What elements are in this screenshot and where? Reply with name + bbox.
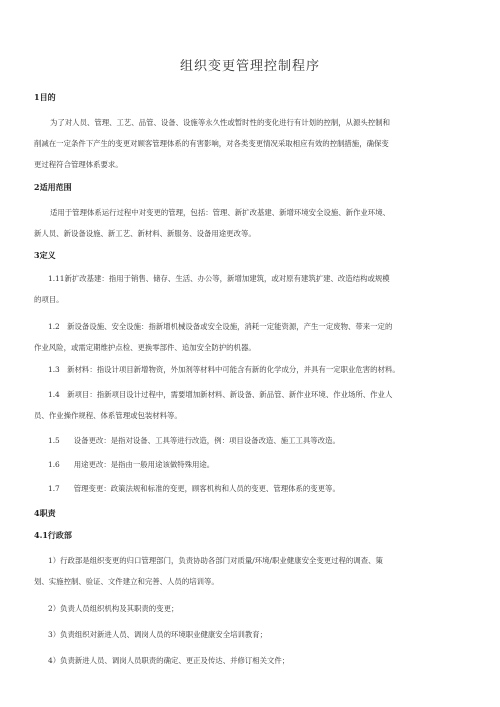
paragraph-line: 的项目。 [34, 295, 64, 304]
definition-1-1 [34, 268, 466, 310]
definition-text: 用途更改：是指由一般用途该做特殊用途。 [73, 460, 215, 469]
paragraph-line: 1）行政部是组织变更的归口管理部门，负责协助各部门对质量/环境/职业健康安全变更过程的调查、策 [48, 556, 383, 565]
paragraph-line: 削减在一定条件下产生的变更对顾客管理体系的有害影响，对各类变更情况采取相应有效的控制措施，确保变 [34, 139, 389, 148]
section-heading-definitions: 3定义 [34, 250, 56, 260]
responsibility-1 [34, 550, 466, 592]
responsibility-3 [34, 624, 466, 645]
paragraph-line: 划、实施控制、验证、文件建立和完善、人员的培训等。 [34, 577, 219, 586]
paragraph-line: 2）负责人员组织机构及其职责的变更； [48, 604, 179, 613]
section-purpose-body [34, 112, 466, 175]
section-heading-responsibilities: 4职责 [34, 508, 56, 518]
definition-1-5 [34, 430, 466, 451]
responsibility-4 [34, 650, 466, 671]
paragraph-line: 为了对人员、管理、工艺、品管、设备、设施等永久性或暂时性的变化进行有计划的控制，从源头控制和 [50, 118, 390, 127]
paragraph-line: 适用于管理体系运行过程中对变更的管理，包括：管理、新扩改基建、新增环境安全设施、新作业环境、 [50, 208, 390, 217]
subsection-heading-admin: 4.1行政部 [34, 530, 72, 540]
definition-1-6 [34, 454, 466, 475]
paragraph-line: 1.11新扩改基建：指用于销售、储存、生活、办公等，新增加建筑，或对原有建筑扩建、改造结构或规模 [48, 274, 390, 283]
paragraph-line: 新人员、新设备设施、新工艺、新材料、新服务、设备用途更改等。 [34, 229, 256, 238]
responsibility-2 [34, 598, 466, 619]
definition-1-4 [34, 384, 466, 426]
definition-1-3 [34, 359, 466, 380]
document-title: 组织变更管理控制程序 [179, 59, 320, 74]
definition-1-2 [34, 316, 466, 358]
paragraph-line: 4）负责新进人员、调岗人员职责的确定、更正及传达、并修订相关文件； [48, 656, 290, 665]
paragraph-line: 1.2 新设备设施、安全设施：指新增机械设备或安全设施，消耗一定能资源，产生一定废物、带来一定的 [48, 322, 393, 331]
paragraph-line: 作业风险，或需定期维护点检、更换零部件、追加安全防护的机器。 [34, 343, 256, 352]
paragraph-line: 员、作业操作规程、体系管理或包装材料等。 [34, 411, 182, 420]
paragraph-line: 更过程符合管理体系要求。 [34, 160, 123, 169]
paragraph-line: 1.4 新项目：指新项目设计过程中，需要增加新材料、新设备、新品管、新作业环境、作业场所、作业人 [48, 390, 393, 399]
definition-number: 1.6 [48, 460, 60, 469]
paragraph-line: 3）负责组织对新进人员、调岗人员的环境职业健康安全培训教育； [48, 630, 268, 639]
definition-1-7 [34, 478, 466, 499]
section-scope-body [34, 202, 466, 244]
section-heading-purpose: 1目的 [34, 92, 56, 102]
definition-number: 1.7 [48, 484, 60, 493]
definition-text: 管理变更：政策法规和标准的变更，顾客机构和人员的变更、管理体系的变更等。 [73, 484, 340, 493]
paragraph-line: 1.3 新材料：指设计项目新增物资，外加剂等材料中可能含有新的化学成分，并具有一定职业危害的材料。 [48, 365, 400, 374]
definition-text: 设备更改：是指对设备、工具等进行改造，例：项目设备改造、施工工具等改造。 [73, 436, 340, 445]
definition-number: 1.5 [48, 436, 60, 445]
section-heading-scope: 2适用范围 [34, 182, 72, 192]
